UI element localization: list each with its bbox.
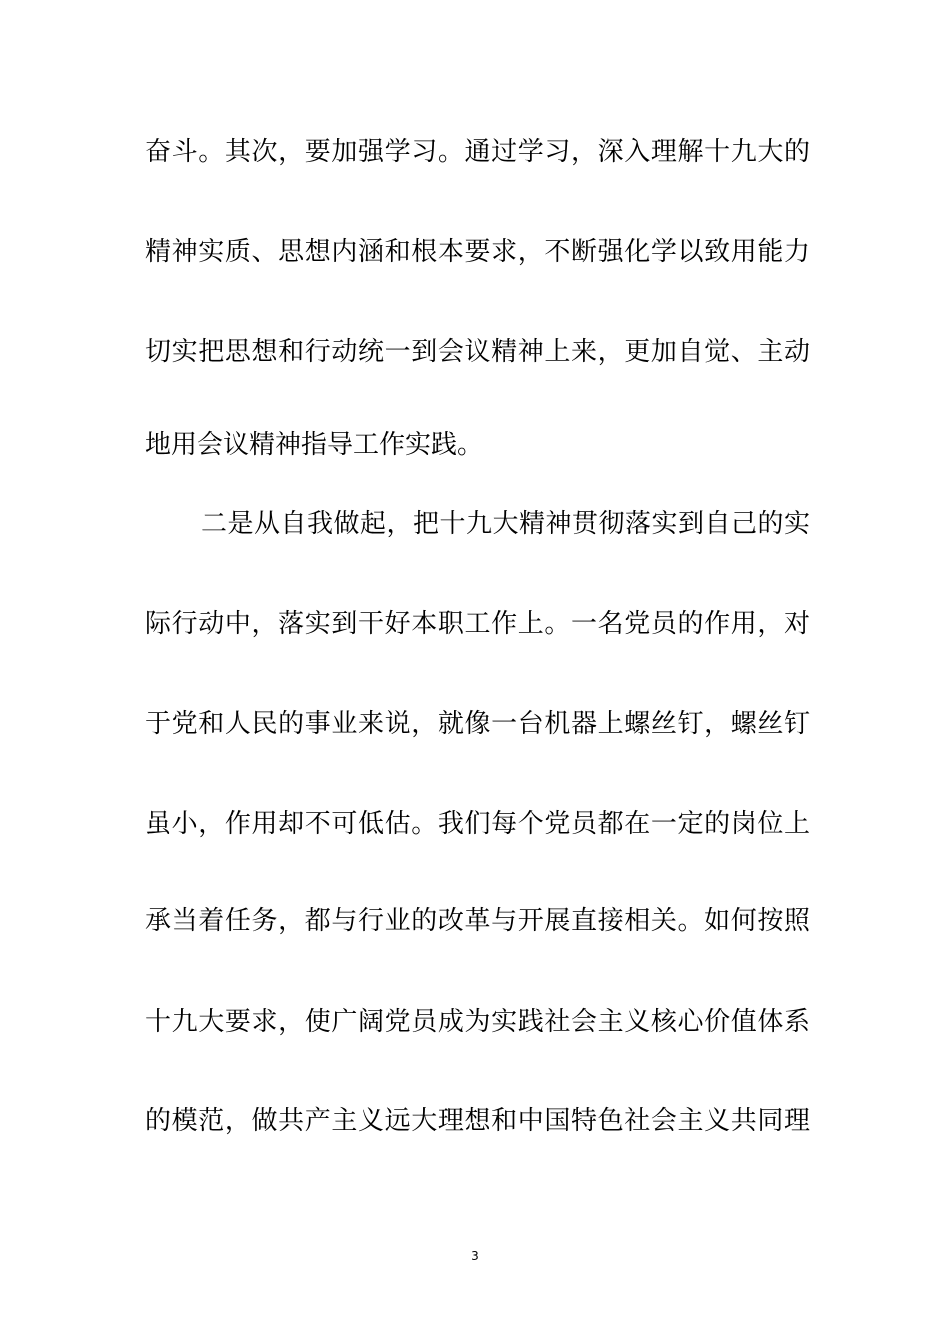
text-line-5: 二是从自我做起，把十九大精神贯彻落实到自己的实	[201, 509, 810, 539]
text-line-1: 奋斗。其次，要加强学习。通过学习，深入理解十九大的	[145, 137, 810, 167]
text-line-8: 虽小，作用却不可低估。我们每个党员都在一定的岗位上	[145, 809, 810, 839]
text-line-11: 的模范，做共产主义远大理想和中国特色社会主义共同理	[145, 1106, 810, 1136]
text-line-3: 切实把思想和行动统一到会议精神上来，更加自觉、主动	[145, 337, 810, 367]
text-line-6: 际行动中，落实到干好本职工作上。一名党员的作用，对	[145, 609, 810, 639]
text-line-9: 承当着任务，都与行业的改革与开展直接相关。如何按照	[145, 906, 810, 936]
text-line-7: 于党和人民的事业来说，就像一台机器上螺丝钉，螺丝钉	[145, 709, 810, 739]
text-line-2: 精神实质、思想内涵和根本要求，不断强化学以致用能力	[145, 237, 810, 267]
text-line-4: 地用会议精神指导工作实践。	[145, 430, 484, 460]
page-number: 3	[471, 1249, 479, 1263]
text-line-10: 十九大要求，使广阔党员成为实践社会主义核心价值体系	[145, 1007, 810, 1037]
